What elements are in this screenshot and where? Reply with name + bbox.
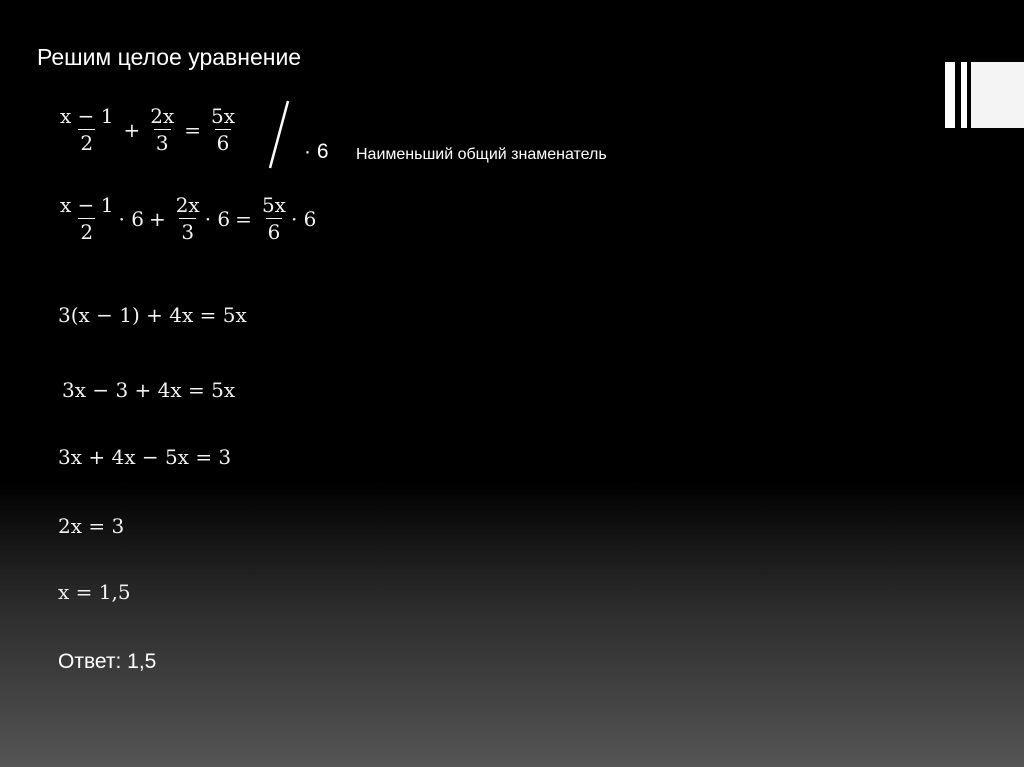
numerator: x − 1 — [60, 193, 114, 217]
numerator: 5x — [211, 104, 236, 128]
numerator: 2x — [175, 193, 200, 217]
operator: + — [148, 206, 166, 231]
denominator: 2 — [80, 131, 94, 155]
multiply-term: · 6 — [118, 206, 144, 231]
fraction — [58, 195, 115, 242]
multiply-term: · 6 — [204, 206, 231, 231]
equation-step-6: 2x = 3 — [58, 514, 125, 538]
decorative-bars — [945, 62, 1024, 128]
multiply-term: · 6 — [290, 206, 317, 231]
operator: = — [184, 117, 202, 142]
fraction — [174, 195, 202, 242]
operator: = — [235, 206, 252, 231]
equation-multiplied — [55, 195, 316, 242]
deco-bar-2 — [961, 62, 967, 128]
denominator: 3 — [155, 131, 169, 155]
fraction — [148, 106, 176, 153]
numerator: x − 1 — [60, 104, 114, 128]
lcd-note: Наименьший общий знаменатель — [356, 146, 607, 163]
equation-step-5: 3x + 4x − 5x = 3 — [58, 445, 232, 469]
fraction — [58, 106, 115, 153]
operator: + — [123, 117, 141, 142]
deco-bar-3 — [971, 62, 1024, 128]
numerator: 2x — [150, 104, 175, 128]
denominator: 6 — [267, 220, 281, 244]
equation-step-4: 3x − 3 + 4x = 5x — [62, 378, 236, 402]
equation-original — [55, 106, 240, 153]
slide-title: Решим целое уравнение — [37, 44, 302, 70]
numerator: 5x — [261, 193, 286, 217]
equation-step-3: 3(x − 1) + 4x = 5x — [58, 303, 247, 327]
multiplier: · 6 — [304, 140, 329, 163]
fraction — [209, 106, 237, 153]
deco-bar-1 — [945, 62, 955, 128]
fraction — [260, 195, 288, 242]
slash-separator-icon — [262, 98, 292, 172]
denominator: 6 — [216, 131, 230, 155]
answer: Ответ: 1,5 — [58, 650, 157, 673]
denominator: 3 — [181, 220, 195, 244]
denominator: 2 — [80, 220, 94, 244]
equation-step-7: x = 1,5 — [58, 580, 131, 604]
